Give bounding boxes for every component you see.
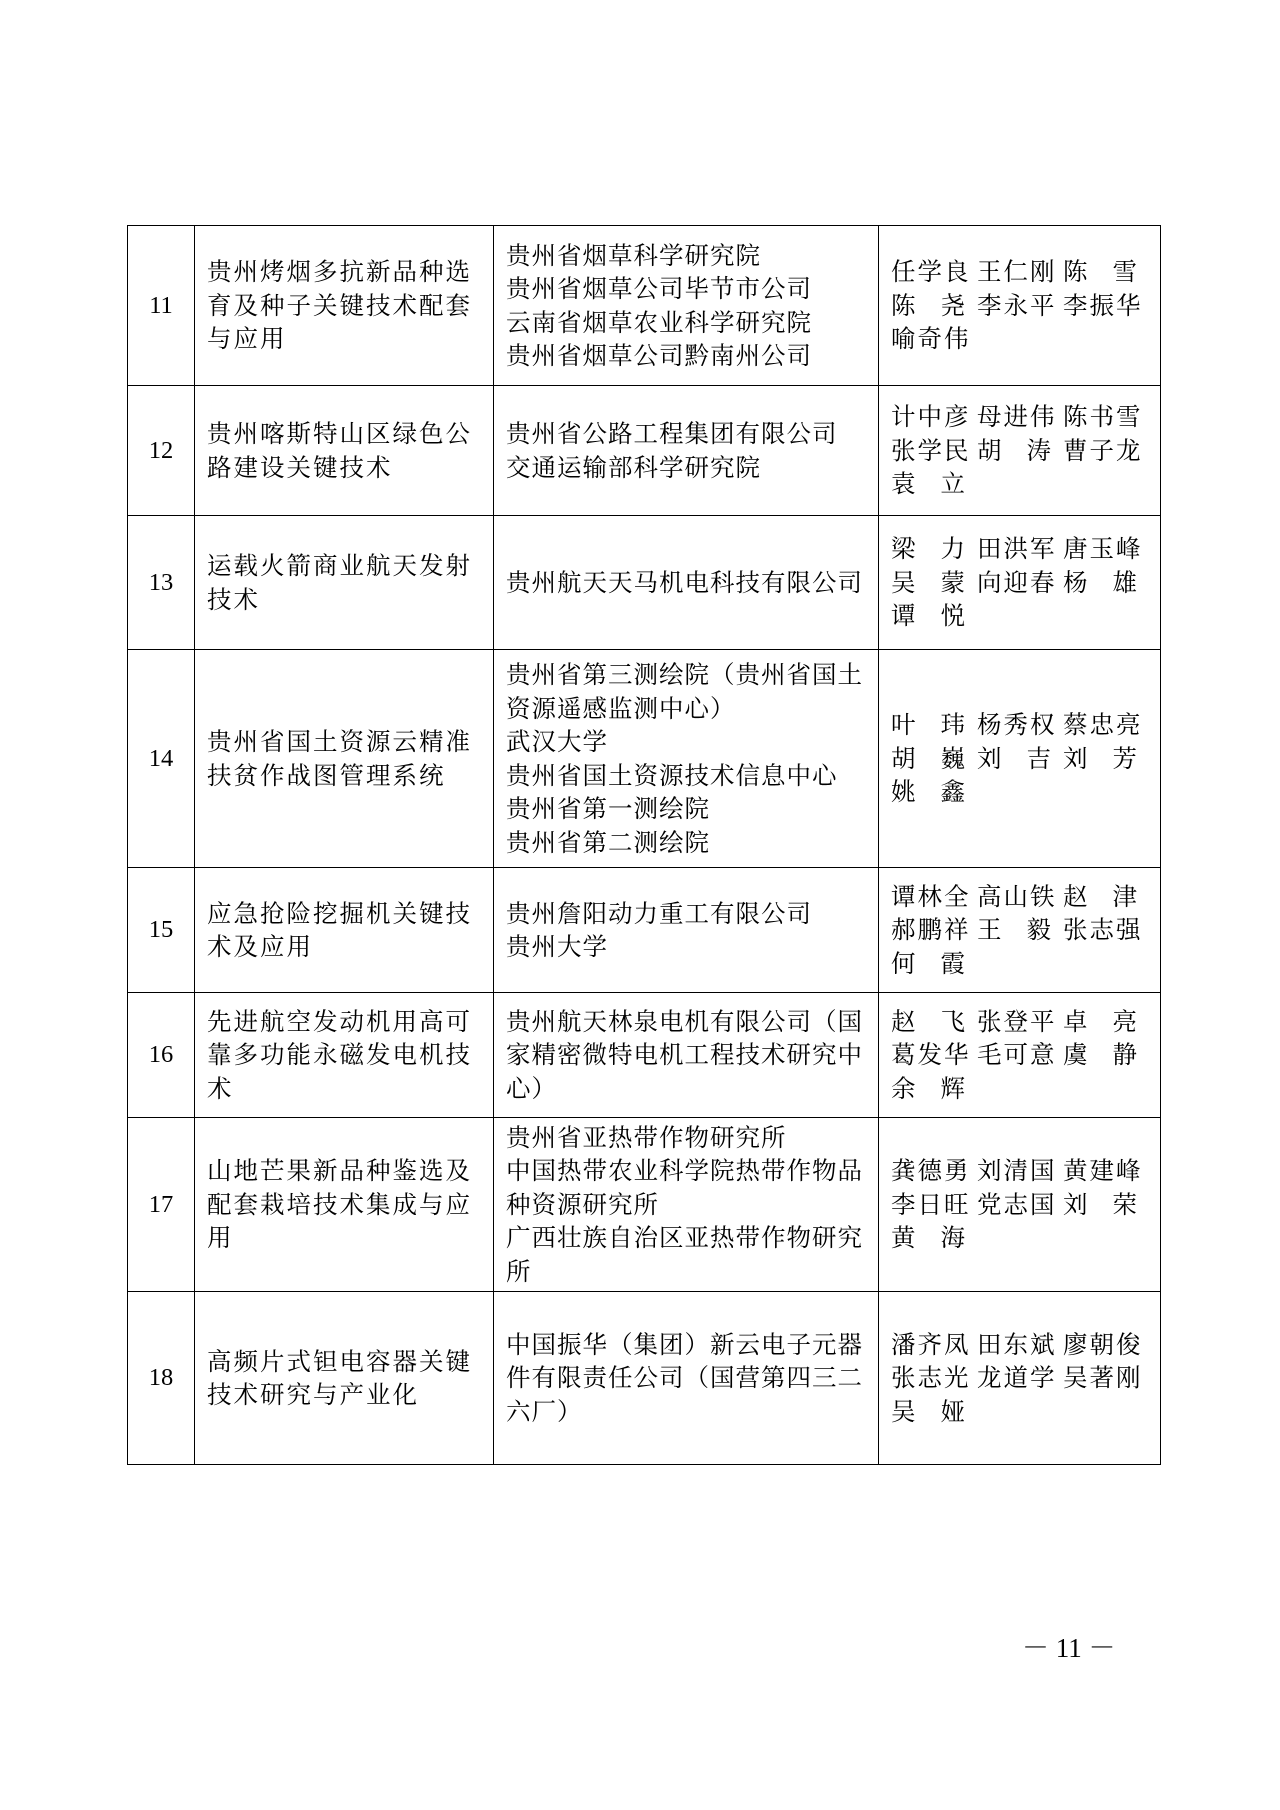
completing-units bbox=[494, 650, 879, 868]
awards-table bbox=[127, 225, 1161, 1465]
unit-line: 贵州大学 bbox=[506, 932, 608, 961]
project-name: 应急抢险挖掘机关键技术及应用 bbox=[195, 868, 494, 993]
completing-units bbox=[494, 1292, 879, 1465]
person-name: 谭林全 bbox=[891, 881, 971, 911]
person-name: 张志光 bbox=[891, 1363, 971, 1393]
person-name: 任学良 bbox=[891, 257, 971, 287]
unit-line: 贵州航天天马机电科技有限公司 bbox=[506, 567, 863, 597]
project-name: 高频片式钽电容器关键技术研究与产业化 bbox=[195, 1292, 494, 1465]
person-name: 黄建峰 bbox=[1063, 1156, 1143, 1186]
table-row bbox=[128, 868, 1161, 993]
person-name: 廖朝俊 bbox=[1063, 1329, 1143, 1359]
person-name: 何 霞 bbox=[891, 948, 965, 978]
person-name: 潘齐凤 bbox=[891, 1329, 971, 1359]
unit-line: 贵州詹阳动力重工有限公司 bbox=[506, 898, 812, 928]
person-name: 卓 亮 bbox=[1063, 1006, 1137, 1036]
unit-line: 广西壮族自治区亚热带作物研究 bbox=[506, 1223, 863, 1253]
person-name: 梁 力 bbox=[891, 534, 965, 564]
unit-line: 件有限责任公司（国营第四三二 bbox=[506, 1363, 863, 1393]
person-name: 母进伟 bbox=[977, 402, 1057, 432]
person-name: 胡 涛 bbox=[977, 435, 1051, 465]
unit-line: 贵州省烟草公司毕节市公司 bbox=[506, 274, 812, 303]
unit-line: 贵州省国土资源技术信息中心 bbox=[506, 760, 838, 790]
project-name: 先进航空发动机用高可靠多功能永磁发电机技术 bbox=[195, 993, 494, 1118]
row-number: 16 bbox=[128, 993, 195, 1118]
completing-units bbox=[494, 226, 879, 386]
person-name: 虞 静 bbox=[1063, 1040, 1137, 1070]
person-name: 曹子龙 bbox=[1063, 435, 1143, 465]
person-name: 袁 立 bbox=[891, 469, 965, 499]
table-row bbox=[128, 386, 1161, 516]
person-name: 叶 玮 bbox=[891, 710, 965, 740]
completing-people bbox=[879, 386, 1161, 516]
person-name: 刘 荣 bbox=[1063, 1189, 1137, 1219]
person-name: 陈 雪 bbox=[1063, 257, 1137, 287]
row-number: 15 bbox=[128, 868, 195, 993]
completing-people bbox=[879, 868, 1161, 993]
person-name: 计中彦 bbox=[891, 402, 971, 432]
person-name: 郝鹏祥 bbox=[891, 915, 971, 945]
person-name: 刘 芳 bbox=[1063, 743, 1137, 773]
project-name: 运载火箭商业航天发射技术 bbox=[195, 516, 494, 650]
person-name: 黄 海 bbox=[891, 1223, 965, 1253]
project-name: 贵州省国土资源云精准扶贫作战图管理系统 bbox=[195, 650, 494, 868]
completing-units bbox=[494, 1118, 879, 1292]
person-name: 余 辉 bbox=[891, 1073, 965, 1103]
person-name: 向迎春 bbox=[977, 567, 1057, 597]
unit-line: 贵州航天林泉电机有限公司（国 bbox=[506, 1006, 863, 1036]
person-name: 刘 吉 bbox=[977, 743, 1051, 773]
unit-line: 贵州省公路工程集团有限公司 bbox=[506, 419, 838, 448]
completing-units bbox=[494, 993, 879, 1118]
person-name: 葛发华 bbox=[891, 1040, 971, 1070]
person-name: 吴 娅 bbox=[891, 1396, 965, 1426]
completing-units bbox=[494, 516, 879, 650]
table-row bbox=[128, 650, 1161, 868]
row-number: 17 bbox=[128, 1118, 195, 1292]
people-list bbox=[891, 1154, 1149, 1255]
table-row bbox=[128, 1118, 1161, 1292]
row-number: 13 bbox=[128, 516, 195, 650]
person-name: 杨 雄 bbox=[1063, 567, 1137, 597]
person-name: 王仁刚 bbox=[977, 257, 1057, 287]
project-name: 山地芒果新品种鉴选及配套栽培技术集成与应用 bbox=[195, 1118, 494, 1292]
person-name: 杨秀权 bbox=[977, 710, 1057, 740]
person-name: 李永平 bbox=[977, 290, 1057, 320]
people-list bbox=[891, 1328, 1149, 1429]
person-name: 田洪军 bbox=[977, 534, 1057, 564]
person-name: 赵 飞 bbox=[891, 1006, 965, 1036]
completing-people bbox=[879, 1118, 1161, 1292]
person-name: 田东斌 bbox=[977, 1329, 1057, 1359]
people-list bbox=[891, 532, 1149, 633]
unit-line: 中国振华（集团）新云电子元器 bbox=[506, 1329, 863, 1359]
person-name: 龚德勇 bbox=[891, 1156, 971, 1186]
completing-people bbox=[879, 226, 1161, 386]
unit-line: 贵州省烟草公司黔南州公司 bbox=[506, 341, 812, 370]
unit-line: 贵州省第二测绘院 bbox=[506, 827, 710, 857]
person-name: 李振华 bbox=[1063, 290, 1143, 320]
person-name: 高山铁 bbox=[977, 881, 1057, 911]
people-list bbox=[891, 1005, 1149, 1106]
people-list bbox=[891, 708, 1149, 809]
person-name: 吴 蒙 bbox=[891, 567, 965, 597]
unit-line: 六厂） bbox=[506, 1396, 583, 1426]
table-row bbox=[128, 993, 1161, 1118]
person-name: 李日旺 bbox=[891, 1189, 971, 1219]
unit-line: 贵州省烟草科学研究院 bbox=[506, 240, 761, 270]
unit-line: 中国热带农业科学院热带作物品 bbox=[506, 1156, 863, 1186]
people-list bbox=[891, 255, 1149, 356]
people-list bbox=[891, 400, 1149, 501]
unit-line: 武汉大学 bbox=[506, 727, 608, 756]
unit-line: 贵州省亚热带作物研究所 bbox=[506, 1122, 787, 1152]
person-name: 蔡忠亮 bbox=[1063, 710, 1143, 740]
unit-line: 交通运输部科学研究院 bbox=[506, 452, 761, 482]
completing-units bbox=[494, 868, 879, 993]
completing-people bbox=[879, 650, 1161, 868]
table-row bbox=[128, 226, 1161, 386]
unit-line: 心） bbox=[506, 1073, 557, 1103]
person-name: 党志国 bbox=[977, 1189, 1057, 1219]
table-row bbox=[128, 1292, 1161, 1465]
table-row bbox=[128, 516, 1161, 650]
completing-people bbox=[879, 993, 1161, 1118]
person-name: 喻奇伟 bbox=[891, 324, 971, 354]
person-name: 龙道学 bbox=[977, 1363, 1057, 1393]
person-name: 胡 巍 bbox=[891, 743, 965, 773]
row-number: 14 bbox=[128, 650, 195, 868]
unit-line: 贵州省第三测绘院（贵州省国土 bbox=[506, 660, 863, 689]
row-number: 11 bbox=[128, 226, 195, 386]
person-name: 张学民 bbox=[891, 435, 971, 465]
row-number: 18 bbox=[128, 1292, 195, 1465]
person-name: 赵 津 bbox=[1063, 881, 1137, 911]
row-number: 12 bbox=[128, 386, 195, 516]
unit-line: 资源遥感监测中心） bbox=[506, 693, 736, 723]
people-list bbox=[891, 880, 1149, 981]
completing-units bbox=[494, 386, 879, 516]
project-name: 贵州喀斯特山区绿色公路建设关键技术 bbox=[195, 386, 494, 516]
person-name: 毛可意 bbox=[977, 1040, 1057, 1070]
person-name: 陈 尧 bbox=[891, 290, 965, 320]
person-name: 王 毅 bbox=[977, 915, 1051, 945]
unit-line: 所 bbox=[506, 1256, 532, 1286]
person-name: 吴著刚 bbox=[1063, 1363, 1143, 1393]
person-name: 张志强 bbox=[1063, 915, 1143, 945]
person-name: 姚 鑫 bbox=[891, 777, 965, 807]
completing-people bbox=[879, 1292, 1161, 1465]
person-name: 陈书雪 bbox=[1063, 402, 1143, 432]
person-name: 张登平 bbox=[977, 1006, 1057, 1036]
person-name: 谭 悦 bbox=[891, 601, 965, 631]
unit-line: 云南省烟草农业科学研究院 bbox=[506, 307, 812, 337]
project-name: 贵州烤烟多抗新品种选育及种子关键技术配套与应用 bbox=[195, 226, 494, 386]
person-name: 刘清国 bbox=[977, 1156, 1057, 1186]
unit-line: 家精密微特电机工程技术研究中 bbox=[506, 1040, 863, 1070]
unit-line: 种资源研究所 bbox=[506, 1189, 659, 1219]
page-number: － 11 － bbox=[1022, 1633, 1116, 1663]
person-name: 唐玉峰 bbox=[1063, 534, 1143, 564]
completing-people bbox=[879, 516, 1161, 650]
awards-table-body bbox=[128, 226, 1161, 1465]
unit-line: 贵州省第一测绘院 bbox=[506, 794, 710, 823]
